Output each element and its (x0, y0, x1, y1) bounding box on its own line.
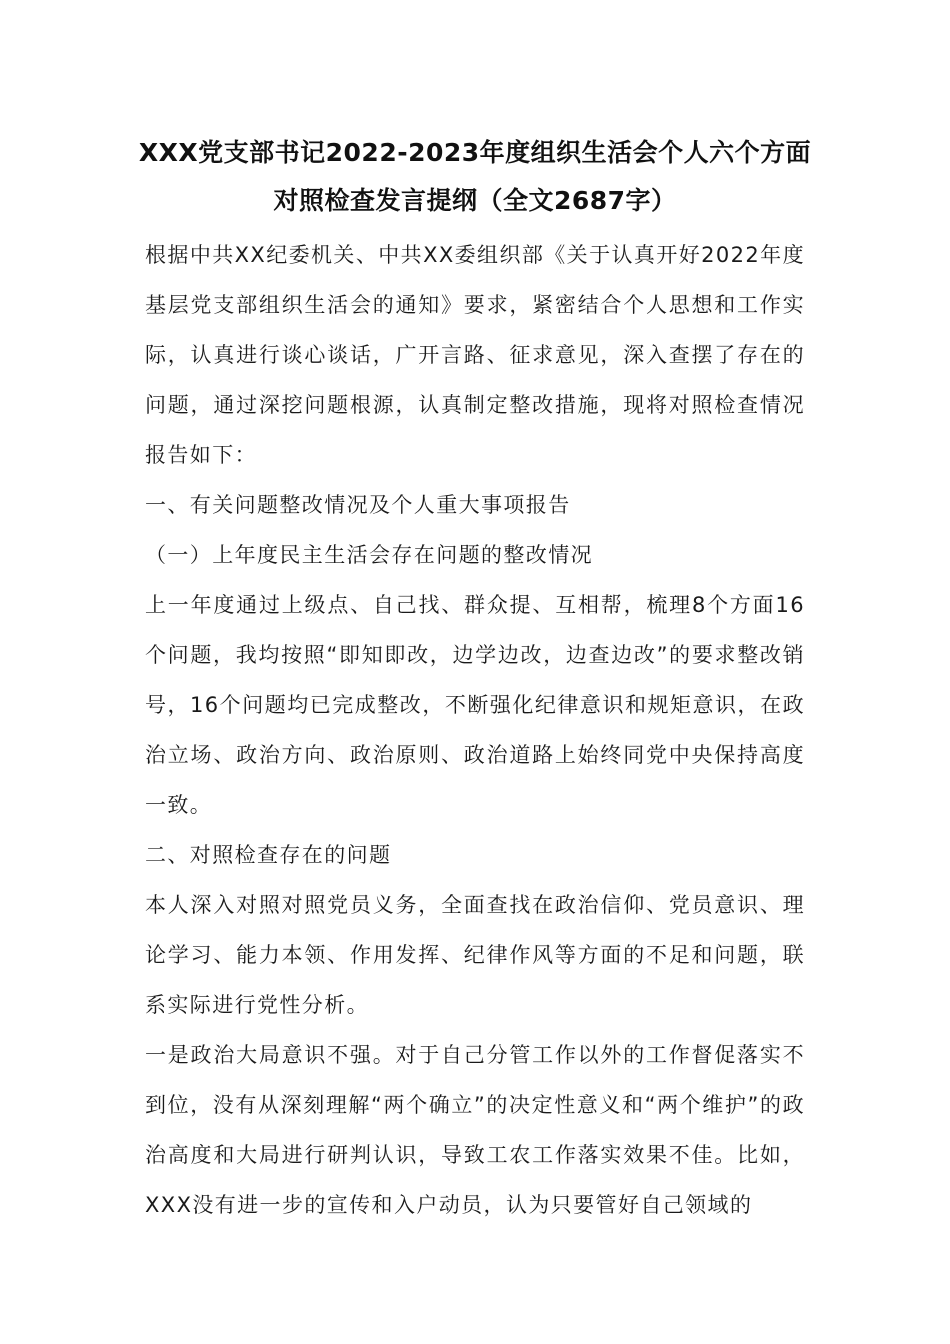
paragraph-intro: 根据中共XX纪委机关、中共XX委组织部《关于认真开好2022年度基层党支部组织生活会的通知》要求，紧密结合个人思想和工作实际，认真进行谈心谈话，广开言路、征求意见，深入查摆了存在的问题，通过深挖问题根源，认真制定整改措施，现将对照检查情况报告如下： (145, 243, 805, 467)
document-title-line-2: 对照检查发言提纲（全文2687字） (273, 186, 677, 215)
section-heading-2: 二、对照检查存在的问题 (145, 843, 392, 867)
paragraph-rectification: 上一年度通过上级点、自己找、群众提、互相帮，梳理8个方面16个问题，我均按照“即知即改，边学边改，边查边改”的要求整改销号，16个问题均已完成整改，不断强化纪律意识和规矩意识，在政治立场、政治方向、政治原则、政治道路上始终同党中央保持高度一致。 (145, 593, 805, 817)
paragraph-self-check: 本人深入对照对照党员义务，全面查找在政治信仰、党员意识、理论学习、能力本领、作用发挥、纪律作风等方面的不足和问题，联系实际进行党性分析。 (145, 893, 805, 1017)
section-heading-1: 一、有关问题整改情况及个人重大事项报告 (145, 493, 571, 517)
subsection-heading-1: （一）上年度民主生活会存在问题的整改情况 (145, 543, 593, 567)
paragraph-problem-1: 一是政治大局意识不强。对于自己分管工作以外的工作督促落实不到位，没有从深刻理解“两个确立”的决定性意义和“两个维护”的政治高度和大局进行研判认识，导致工农工作落实效果不佳。比如，XXX没有进一步的宣传和入户动员，认为只要管好自己领域的 (145, 1043, 805, 1217)
document-body (145, 230, 805, 1230)
document-title-line-1: XXX党支部书记2022-2023年度组织生活会个人六个方面 (138, 138, 812, 167)
